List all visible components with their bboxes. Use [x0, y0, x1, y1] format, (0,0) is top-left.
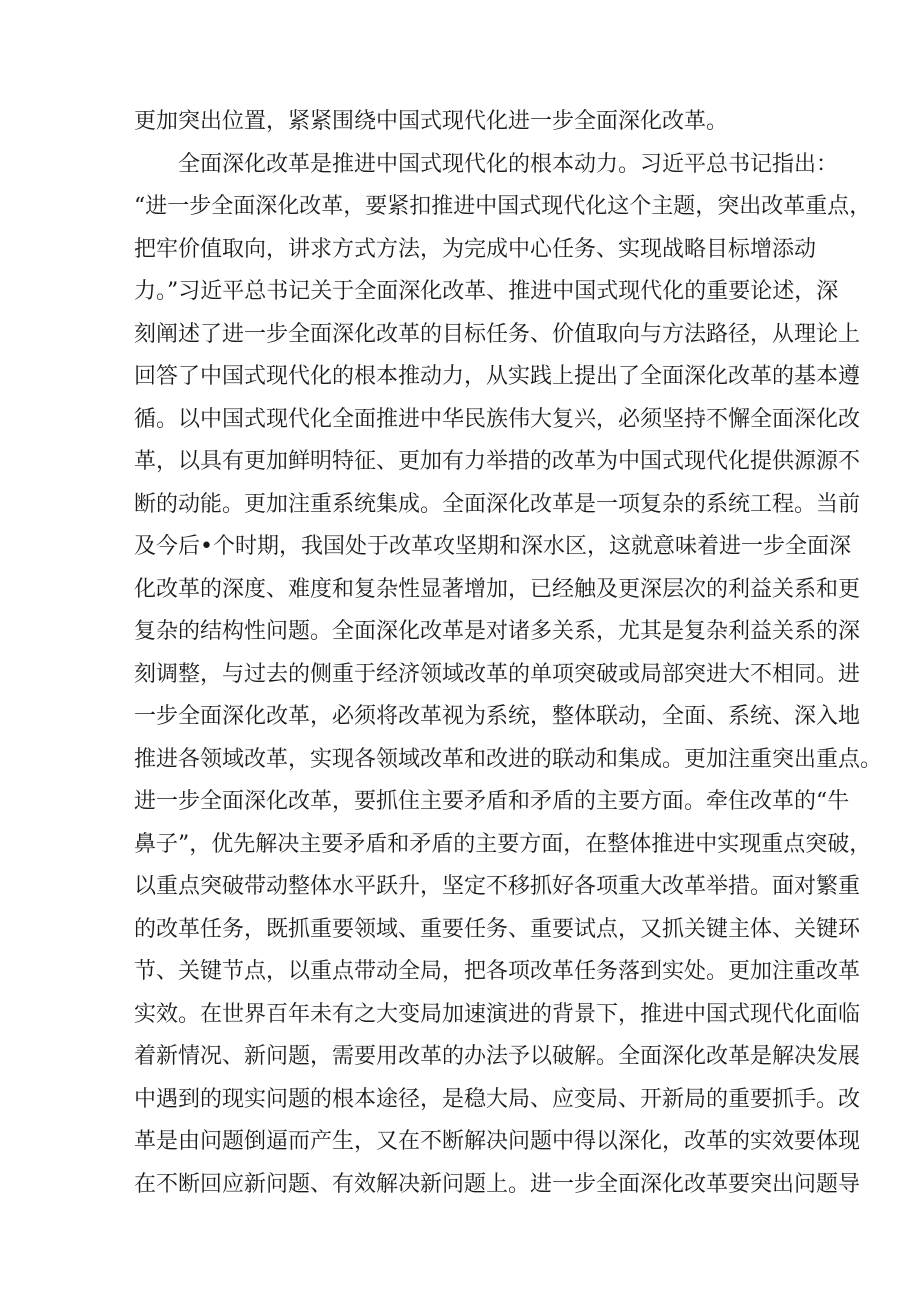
text-line: 复杂的结构性问题。全面深化改革是对诸多关系，尤其是复杂利益关系的深 — [134, 619, 861, 644]
text-line: 把牢价值取向，讲求方式方法，为完成中心任务、实现战略目标增添动 — [134, 237, 817, 262]
text-line: 推进各领域改革，实现各领域改革和改进的联动和集成。更加注重突出重点。 — [134, 747, 883, 772]
text-line: 进一步全面深化改革，要抓住主要矛盾和矛盾的主要方面。牵住改革的“牛 — [134, 789, 850, 814]
text-line: 着新情况、新问题，需要用改革的办法予以破解。全面深化改革是解决发展 — [134, 1044, 861, 1069]
text-line: 革是由问题倒逼而产生，又在不断解决问题中得以深化，改革的实效要体现 — [134, 1129, 861, 1154]
text-line: “进一步全面深化改革，要紧扣推进中国式现代化这个主题，突出改革重点， — [134, 194, 872, 219]
text-line: 化改革的深度、难度和复杂性显著增加，已经触及更深层次的利益关系和更 — [134, 577, 861, 602]
text-line: 更加突出位置，紧紧围绕中国式现代化进一步全面深化改革。 — [134, 109, 729, 134]
text-line: 回答了中国式现代化的根本推动力，从实践上提出了全面深化改革的基本遵 — [134, 364, 861, 389]
text-line: 在不断回应新问题、有效解决新问题上。进一步全面深化改革要突出问题导 — [134, 1172, 861, 1197]
text-line: 及今后•个时期，我国处于改革攻坚期和深水区，这就意味着进一步全面深 — [134, 534, 851, 559]
text-line: 的改革任务，既抓重要领域、重要任务、重要试点，又抓关键主体、关键环 — [134, 917, 861, 942]
text-line: 刻阐述了进一步全面深化改革的目标任务、价值取向与方法路径，从理论上 — [134, 322, 861, 347]
text-line: 实效。在世界百年未有之大变局加速演进的背景下，推进中国式现代化面临 — [134, 1002, 861, 1027]
text-line: 一步全面深化改革，必须将改革视为系统，整体联动，全面、系统、深入地 — [134, 704, 861, 729]
text-line: 中遇到的现实问题的根本途径，是稳大局、应变局、开新局的重要抓手。改 — [134, 1087, 861, 1112]
text-line: 力。”习近平总书记关于全面深化改革、推进中国式现代化的重要论述，深 — [134, 279, 839, 304]
text-line: 全面深化改革是推进中国式现代化的根本动力。习近平总书记指出： — [178, 152, 839, 177]
text-line: 以重点突破带动整体水平跃升，坚定不移抓好各项重大改革举措。面对繁重 — [134, 874, 861, 899]
text-line: 节、关键节点，以重点带动全局，把各项改革任务落到实处。更加注重改革 — [134, 959, 861, 984]
text-line: 循。以中国式现代化全面推进中华民族伟大复兴，必须坚持不懈全面深化改 — [134, 407, 861, 432]
text-line: 鼻子”，优先解决主要矛盾和矛盾的主要方面，在整体推进中实现重点突破， — [134, 832, 872, 857]
text-line: 革，以具有更加鲜明特征、更加有力举措的改革为中国式现代化提供源源不 — [134, 449, 861, 474]
text-line: 断的动能。更加注重系统集成。全面深化改革是一项复杂的系统工程。当前 — [134, 492, 861, 517]
text-line: 刻调整，与过去的侧重于经济领域改革的单项突破或局部突进大不相同。进 — [134, 662, 861, 687]
